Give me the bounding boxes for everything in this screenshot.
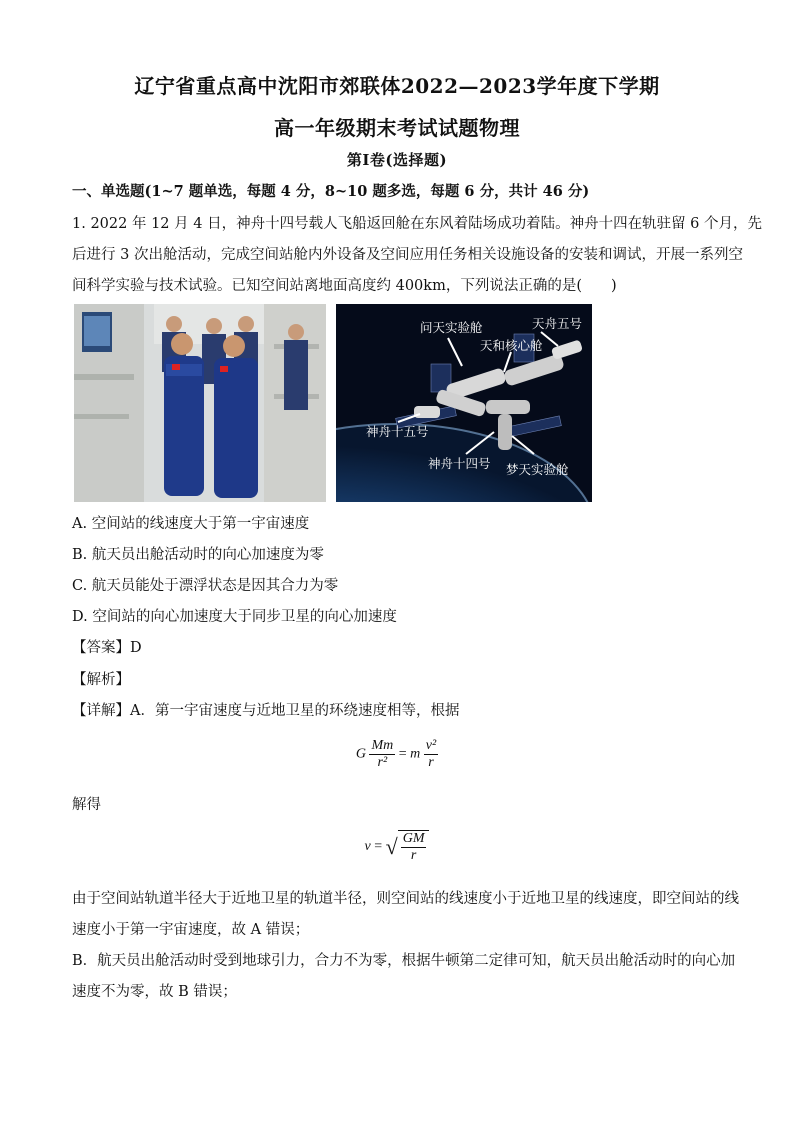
- label-mengtian: 梦天实验舱: [506, 462, 569, 477]
- label-wentian: 问天实验舱: [420, 320, 483, 335]
- option-a: A. 空间站的线速度大于第一宇宙速度: [72, 516, 310, 532]
- sqrt-icon: √: [385, 834, 398, 859]
- section-heading: 一、单选题(1~7 题单选，每题 4 分，8~10 题多选，每题 6 分，共计 46 分): [72, 183, 590, 200]
- gravity-formula: G $\frac{Mm}{\text{r²}}$ = m $\frac{\text{v²}}{r}$: [355, 738, 437, 770]
- velocity-formula: v = √ $\frac{GM}{r}$: [0, 830, 794, 864]
- exam-title-line2: 高一年级期末考试试题物理: [274, 116, 520, 140]
- volume-label: 第Ⅰ卷(选择题): [346, 151, 448, 169]
- label-tianhe: 天和核心舱: [480, 338, 543, 353]
- explain-line-2: 速度小于第一宇宙速度，故 A 错误；: [72, 922, 310, 938]
- solve-label: 解得: [72, 797, 101, 813]
- option-c: C. 航天员能处于漂浮状态是因其合力为零: [72, 578, 339, 594]
- analysis-label: 【解析】: [72, 672, 130, 688]
- option-b: B. 航天员出舱活动时的向心加速度为零: [72, 547, 324, 563]
- label-shenzhou15: 神舟十五号: [366, 424, 429, 439]
- question-stem-line-1: 1. 2022 年 12 月 4 日，神舟十四号载人飞船返回舱在东风着陆场成功着陆。神舟十四在轨驻留 6 个月，先: [72, 216, 763, 232]
- label-tianzhou: 天舟五号: [532, 316, 583, 331]
- explain-line-1: 由于空间站轨道半径大于近地卫星的轨道半径，则空间站的线速度小于近地卫星的线速度，即空间站的线: [72, 891, 739, 907]
- exam-title-line1: 辽宁省重点高中沈阳市郊联体2022—2023学年度下学期: [134, 74, 660, 98]
- label-shenzhou14: 神舟十四号: [428, 456, 491, 471]
- explain-line-4: 速度不为零，故 B 错误；: [72, 984, 237, 1000]
- space-station-image: [336, 304, 592, 502]
- option-d: D. 空间站的向心加速度大于同步卫星的向心加速度: [72, 609, 397, 625]
- explain-line-3: B．航天员出舱活动时受到地球引力，合力不为零，根据牛顿第二定律可知，航天员出舱活动时的向心加: [72, 953, 736, 969]
- astronauts-photo: [74, 304, 326, 502]
- question-stem-line-2: 后进行 3 次出舱活动，完成空间站舱内外设备及空间应用任务相关设施设备的安装和调试，开展一系列空: [72, 247, 743, 263]
- detail-line: 【详解】A．第一宇宙速度与近地卫星的环绕速度相等，根据: [72, 703, 460, 719]
- answer-label: 【答案】D: [72, 640, 142, 656]
- question-stem-line-3: 间科学实验与技术试验。已知空间站离地面高度约 400km，下列说法正确的是( ): [72, 278, 617, 294]
